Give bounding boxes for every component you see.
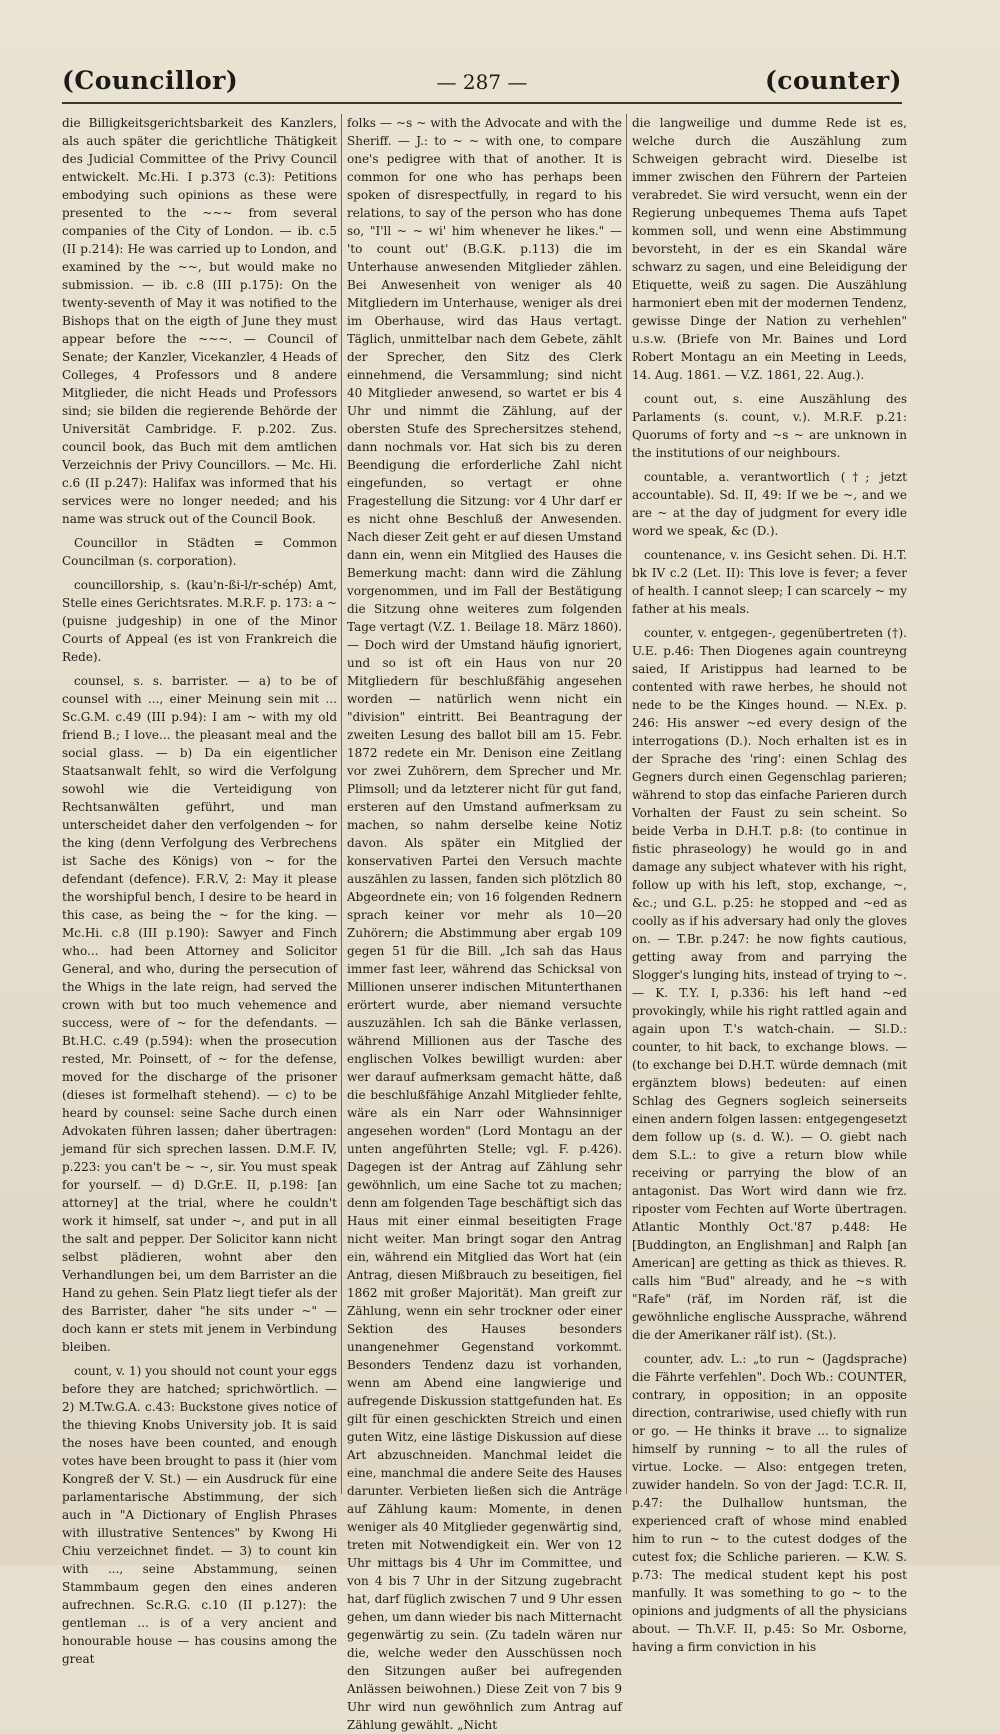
dictionary-entry: counter, v. entgegen-, gegenübertreten (†). U.E. p.46: Then Diogenes again countreyng saied, If Aristippus had learned to be contented with rawe herbes, he should not nede to be the Kinges hound. — N.Ex. p. 246: His answer ~ed every design of the interrogations (D.). Noch erhalten ist es in der Sprache des 'ring': einen Schlag des Gegners durch einen Gegenschlag parieren; während to stop das einfache Parieren durch Vorhalten der Faust zu sein scheint. So beide Verba in D.H.T. p.8: (to continue in fistic phraseology) he would go in and damage any subject whatever with his right, follow up with his left, stop, exchange, ~, &c.; und G.L. p.25: he stopped and ~ed as coolly as if his adversary had only the gloves on. — T.Br. p.247: he now fights cautious, getting away from and parrying the Slogger's lunging hits, instead of trying to ~. — K. T.Y. I, p.336: his left hand ~ed provokingly, while his right rattled again and again upon T.'s watch-chain. — Sl.D.: counter, to hit back, to exchange blows. — (to exchange bei D.H.T. würde demnach (mit ergänztem blows) bedeuten: auf einen Schlag des Gegners sogleich seinerseits einen andern folgen lassen: entgegengesetzt dem follow up (s. d. W.). — O. giebt nach dem S.L.: to give a return blow while receiving or parrying the blow of an antagonist. Das Wort wird dann wie frz. riposter vom Fechten auf Worte übertragen. Atlantic Monthly Oct.'87 p.448: He [Buddington, an Englishman] and Ralph [an American] are getting as thick as thieves. R. calls him "Bud" already, and he ~s with "Rafe" (räf, im Norden räf, ist die gewöhnliche englische Aussprache, während die der Amerikaner rälf ist). (St.). (632, 626, 907, 1342)
dictionary-entry: counsel, s. s. barrister. — a) to be of counsel with ..., einer Meinung sein mit ... Sc.G.M. c.49 (III p.94): I am ~ with my old friend B.; I love... the pleasant meal and the social glass. — b) Da ein eigentlicher Staatsanwalt fehlt, so wird die Verfolgung sowohl wie die Verteidigung von Rechtsanwälten geführt, und man unterscheidet daher den verfolgenden ~ for the king (denn Verfolgung des Verbrechens ist Sache des Königs) von ~ for the defendant (defence). F.R.V, 2: May it please the worshipful bench, I desire to be heard in this case, as being the ~ for the king. — Mc.Hi. c.8 (III p.190): Sawyer and Finch who... had been Attorney and Solicitor General, and who, during the persecution of the Whigs in the late reign, had served the crown with but too much vehemence and success, were of ~ for the defendants. — Bt.H.C. c.49 (p.594): when the prosecution rested, Mr. Poinsett, of ~ for the defense, moved for the discharge of the prisoner (dieses ist formelhaft stehend). — c) to be heard by counsel: seine Sache durch einen Advokaten führen lassen; daher übertragen: jemand für sich sprechen lassen. D.M.F. IV, p.223: you can't be ~ ~, sir. You must speak for yourself. — d) D.Gr.E. II, p.198: [an attorney] at the trial, where he couldn't work it himself, sat under ~, and put in all the salt and pepper. Der Solicitor kann nicht selbst plädieren, wohnt aber den Verhandlungen bei, um dem Barrister an die Hand zu gehen. Sein Platz liegt tiefer als der des Barrister, daher "he sits under ~" — doch kann er stets mit jenem in Verbindung bleiben. (62, 674, 337, 1354)
dictionary-entry: count, v. 1) you should not count your eggs before they are hatched; sprichwörtlich. — 2) M.Tw.G.A. c.43: Buckstone gives notice of the thieving Knobs University job. It is said the noses have been counted, and enough votes have been brought to pass it (hier vom Kongreß der V. St.) — ein Ausdruck für eine parlamentarische Abstimmung, der sich auch in "A Dictionary of English Phrases with illustrative Sentences" by Kwong Hi Chiu verzeichnet findet. — 3) to count kin with ..., seine Abstammung, seinen Stammbaum gegen den eines anderen aufrechnen. Sc.R.G. c.10 (II p.127): the gentleman ... is of a very ancient and honourable house — has cousins among the great (62, 1364, 337, 1666)
column-left (62, 114, 337, 1666)
dictionary-entry: Councillor in Städten = Common Councilman (s. corporation). (62, 536, 337, 568)
header-right-keyword: (counter) (764, 66, 902, 95)
dictionary-entry: countenance, v. ins Gesicht sehen. Di. H.T. bk IV c.2 (Let. II): This love is fever; a fever of health. I cannot sleep; I can scarcely ~ my father at his meals. (632, 548, 907, 616)
column-right (632, 114, 907, 1654)
dictionary-entry: counter, adv. L.: „to run ~ (Jagdsprache) die Fährte verfehlen". Doch Wb.: COUNTER, contrary, in opposition; in an opposite direction, contrariwise, used chiefly with run or go. — He thinks it brave ... to signalize himself by running ~ to all the rules of virtue. Locke. — Also: entgegen treten, zuwider handeln. So von der Jagd: T.C.R. II, p.47: the Dulhallow huntsman, the experienced craft of whose mind enabled him to run ~ to the cutest dodges of the cutest fox; die Schliche parieren. — K.W. S. p.73: The medical student kept his post manfully. It was something to go ~ to the opinions and judgments of all the physicians about. — Th.V.F. II, p.45: So Mr. Osborne, having a firm conviction in his (632, 1352, 907, 1654)
header-left-keyword: (Councillor) (62, 66, 239, 95)
paragraph: die langweilige und dumme Rede ist es, welche durch die Auszählung zum Schweigen gebracht wird. Dieselbe ist immer zwischen den Führern der Parteien verabredet. Sie wird versucht, wenn ein der Regierung unbequemes Thema aufs Tapet kommen soll, und wenn eine Abstimmung bevorsteht, in der es ein Skandal wäre schwarz zu sagen, und eine Beleidigung der Etiquette, weiß zu sagen. Die Auszählung harmoniert eben mit der modernen Tendenz, gewisse Dinge der Nation zu verhehlen" u.s.w. (Briefe von Mr. Baines und Lord Robert Montagu an ein Meeting in Leeds, 14. Aug. 1861. — V.Z. 1861, 22. Aug.). (632, 116, 907, 382)
dictionary-entry: councillorship, s. (kau'n-ßi-l/r-schép) Amt, Stelle eines Gerichtsrates. M.R.F. p. 173: a ~ (puisne judgeship) in one of the Minor Courts of Appeal (es ist von Frankreich die Rede). (62, 578, 337, 664)
page-number: — 287 — (436, 70, 528, 94)
column-middle (347, 114, 622, 1732)
page-header (62, 62, 902, 104)
paragraph: die Billigkeitsgerichtsbarkeit des Kanzlers, als auch später die gerichtliche Thätigkeit des Judicial Committee of the Privy Council entwickelt. Mc.Hi. I p.373 (c.3): Petitions embodying such opinions as these were presented to the ~~~ from several companies of the City of London. — ib. c.5 (II p.214): He was carried up to London, and examined by the ~~, but would make no submission. — ib. c.8 (III p.175): On the twenty-seventh of May it was notified to the Bishops that on the eigth of June they must appear before the ~~~. — Council of Senate; der Kanzler, Vicekanzler, 4 Heads of Colleges, 4 Professors und 8 andere Mitglieder, die nicht Heads und Professors sind; sie bilden die regierende Behörde der Universität Cambridge. F. p.202. Zus. council book, das Buch mit dem amtlichen Verzeichnis der Privy Councillors. — Mc. Hi. c.6 (II p.247): Halifax was informed that his services were no longer needed; and his name was struck out of the Council Book. (62, 116, 337, 526)
dictionary-entry: count out, s. eine Auszählung des Parlaments (s. count, v.). M.R.F. p.21: Quorums of forty and ~s ~ are unknown in the institutions of our neighbours. (632, 392, 907, 460)
text-columns (62, 114, 907, 1732)
dictionary-entry: countable, a. verantwortlich (†; jetzt accountable). Sd. II, 49: If we be ~, and we are ~ at the day of judgment for every idle word we speak, &c (D.). (632, 470, 907, 538)
paragraph: folks — ~s ~ with the Advocate and with the Sheriff. — J.: to ~ ~ with one, to compare one's pedigree with that of another. It is common for one who has perhaps been spoken of disrespectfully, in regard to his relations, to say of the person who has done so, "I'll ~ ~ wi' him whenever he likes." — 'to count out' (B.G.K. p.113) die im Unterhause anwesenden Mitglieder zählen. Bei Anwesenheit von weniger als 40 Mitgliedern im Unterhause, weniger als drei im Oberhause, wird das Haus vertagt. Täglich, unmittelbar nach dem Gebete, zählt der Sprecher, den Sitz des Clerk einnehmend, die Versammlung; sind nicht 40 Mitglieder anwesend, so wartet er bis 4 Uhr und nimmt die Zählung, auf der obersten Stufe des Sprechersitzes stehend, dann nochmals vor. Hat sich bis zu deren Beendigung die erforderliche Zahl nicht eingefunden, so vertagt er ohne Fragestellung die Sitzung: vor 4 Uhr darf er es nicht ohne Beschluß der Anwesenden. Nach dieser Zeit geht er auf diesen Umstand dann ein, wenn ein Mitglied des Hauses die Bemerkung macht: dann wird die Zählung vorgenommen, und im Fall der Bestätigung die Sitzung ohne weiteres zum folgenden Tage vertagt (V.Z. 1. Beilage 18. März 1860). — Doch wird der Umstand häufig ignoriert, und so ist oft ein Haus von nur 20 Mitgliedern für beschlußfähig angesehen worden — natürlich wenn nicht ein "division" eintritt. Bei Beantragung der zweiten Lesung des ballot bill am 15. Febr. 1872 redete ein Mr. Denison eine Zeitlang vor zwei Zuhörern, dem Sprecher und Mr. Plimsoll; und da letzterer nicht für gut fand, ersteren auf den Umstand aufmerksam zu machen, so nahm derselbe keine Notiz davon. Als später ein Mitglied der konservativen Partei den Versuch machte auszählen zu lassen, fanden sich plötzlich 80 Abgeordnete ein; von 16 folgenden Rednern sprach keiner vor mehr als 10—20 Zuhörern; die Abstimmung aber ergab 109 gegen 51 für die Bill. „Ich sah das Haus immer fast leer, während das Schicksal von Millionen unserer indischen Mitunterthanen erörtert wurde, aber niemand versuchte auszuzählen. Ich sah die Bänke verlassen, während Millionen aus der Tasche des englischen Volkes bewilligt wurden: aber wer darauf aufmerksam gemacht hätte, daß die beschlußfähige Anzahl Mitglieder fehlte, wäre als ein Narr oder Wahnsinniger angesehen worden" (Lord Montagu an der unten angeführten Stelle; vgl. F. p.426). Dagegen ist der Antrag auf Zählung sehr gewöhnlich, um eine Sache tot zu machen; denn am folgenden Tage beschäftigt sich das Haus mit einer einmal beseitigten Frage nicht weiter. Man bringt sogar den Antrag ein, während ein Mitglied das Wort hat (ein Antrag, diesen Mißbrauch zu beseitigen, fiel 1862 mit großer Majorität). Man greift zur Zählung, wenn ein sehr trockner oder einer Sektion des Hauses besonders unangenehmer Gegenstand vorkommt. Besonders Tendenz dazu ist vorhanden, wenn am Abend eine langwierige und aufregende Diskussion stattgefunden hat. Es gilt für einen geschickten Streich und einen guten Witz, eine lästige Diskussion auf diese Art abzuschneiden. Manchmal leidet die eine, manchmal die andere Seite des Hauses darunter. Verbieten ließen sich die Anträge auf Zählung kaum: Momente, in denen weniger als 40 Mitglieder gegenwärtig sind, treten mit Notwendigkeit ein. Wer von 12 Uhr mittags bis 4 Uhr im Committee, und von 4 bis 7 Uhr in der Sitzung zugebracht hat, darf füglich zwischen 7 und 9 Uhr essen gehen, um dann wieder bis nach Mitternacht gegenwärtig zu sein. (Zu tadeln wären nur die, welche weder den Ausschüssen noch den Sitzungen außer bei aufregenden Anlässen beiwohnen.) Diese Zeit von 7 bis 9 Uhr wird nun gewöhnlich zum Antrag auf Zählung gewählt. „Nicht (347, 116, 622, 1732)
